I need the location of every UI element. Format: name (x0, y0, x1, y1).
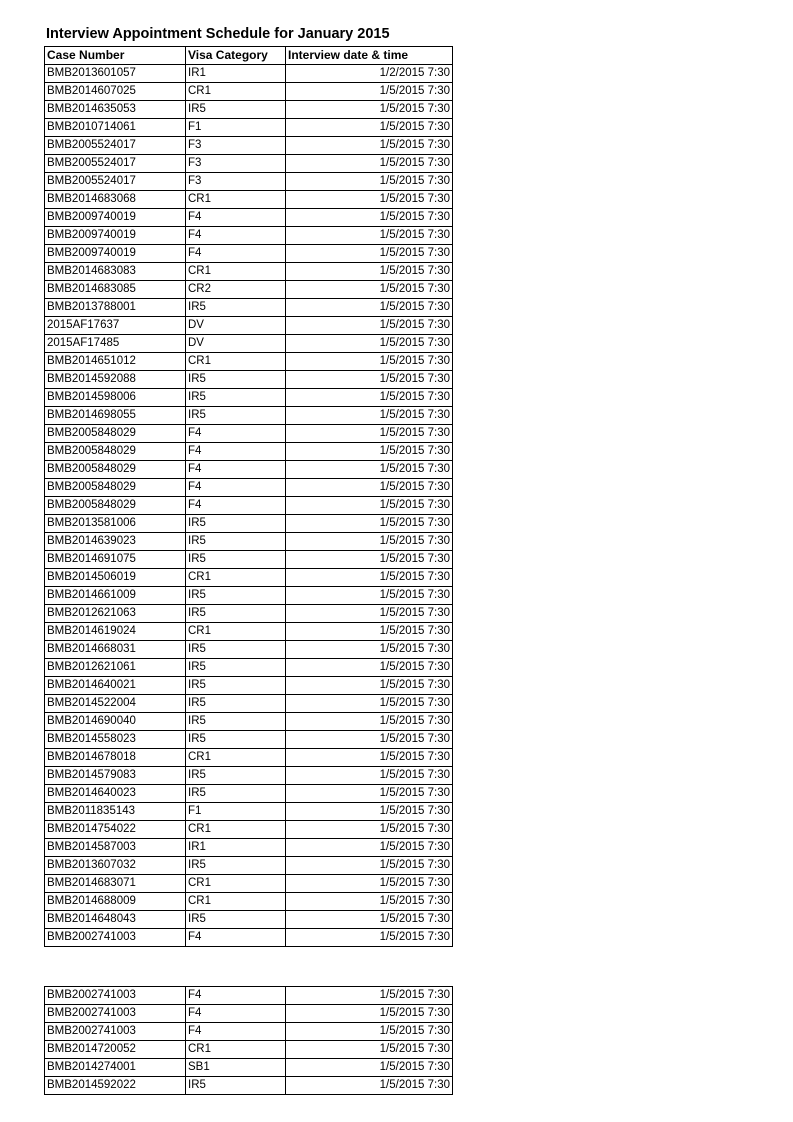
interview-datetime-cell: 1/5/2015 7:30 (286, 173, 453, 191)
table-row (45, 623, 453, 641)
interview-datetime-cell: 1/5/2015 7:30 (286, 137, 453, 155)
visa-category-cell: DV (186, 335, 286, 353)
case-number-cell: BMB2011835143 (45, 803, 186, 821)
table-row (45, 911, 453, 929)
interview-datetime-cell: 1/5/2015 7:30 (286, 353, 453, 371)
case-number-cell: BMB2002741003 (45, 929, 186, 947)
interview-datetime-cell: 1/5/2015 7:30 (286, 749, 453, 767)
visa-category-cell: IR1 (186, 839, 286, 857)
table-row (45, 785, 453, 803)
case-number-cell: BMB2014579083 (45, 767, 186, 785)
interview-datetime-cell: 1/5/2015 7:30 (286, 641, 453, 659)
interview-datetime-cell: 1/5/2015 7:30 (286, 987, 453, 1005)
table-row (45, 839, 453, 857)
interview-datetime-cell: 1/5/2015 7:30 (286, 1059, 453, 1077)
table-row (45, 987, 453, 1005)
case-number-cell: BMB2009740019 (45, 209, 186, 227)
visa-category-cell: IR5 (186, 731, 286, 749)
interview-datetime-cell: 1/5/2015 7:30 (286, 587, 453, 605)
visa-category-cell: F4 (186, 461, 286, 479)
case-number-cell: BMB2002741003 (45, 1023, 186, 1041)
case-number-cell: BMB2005524017 (45, 155, 186, 173)
visa-category-cell: SB1 (186, 1059, 286, 1077)
visa-category-cell: IR5 (186, 659, 286, 677)
case-number-cell: BMB2005848029 (45, 461, 186, 479)
visa-category-cell: CR1 (186, 569, 286, 587)
interview-datetime-cell: 1/5/2015 7:30 (286, 713, 453, 731)
interview-datetime-cell: 1/5/2015 7:30 (286, 281, 453, 299)
visa-category-cell: IR5 (186, 101, 286, 119)
case-number-cell: BMB2005524017 (45, 173, 186, 191)
page-title: Interview Appointment Schedule for January 2015 (46, 26, 390, 42)
case-number-cell: BMB2005848029 (45, 425, 186, 443)
visa-category-cell: F4 (186, 209, 286, 227)
case-number-cell: BMB2014683071 (45, 875, 186, 893)
visa-category-cell: IR5 (186, 911, 286, 929)
case-number-cell: BMB2014607025 (45, 83, 186, 101)
case-number-cell: BMB2013581006 (45, 515, 186, 533)
interview-datetime-cell: 1/5/2015 7:30 (286, 929, 453, 947)
interview-datetime-cell: 1/5/2015 7:30 (286, 533, 453, 551)
interview-datetime-cell: 1/5/2015 7:30 (286, 317, 453, 335)
visa-category-cell: F4 (186, 1023, 286, 1041)
interview-datetime-cell: 1/5/2015 7:30 (286, 1041, 453, 1059)
interview-datetime-cell: 1/5/2015 7:30 (286, 821, 453, 839)
case-number-cell: BMB2014592088 (45, 371, 186, 389)
interview-datetime-cell: 1/5/2015 7:30 (286, 659, 453, 677)
interview-datetime-cell: 1/5/2015 7:30 (286, 875, 453, 893)
header-interview-datetime: Interview date & time (286, 47, 453, 65)
interview-datetime-cell: 1/5/2015 7:30 (286, 389, 453, 407)
interview-datetime-cell: 1/5/2015 7:30 (286, 785, 453, 803)
table-row (45, 569, 453, 587)
case-number-cell: BMB2014683068 (45, 191, 186, 209)
case-number-cell: BMB2014506019 (45, 569, 186, 587)
table-row (45, 389, 453, 407)
interview-datetime-cell: 1/5/2015 7:30 (286, 119, 453, 137)
case-number-cell: 2015AF17637 (45, 317, 186, 335)
table-row (45, 299, 453, 317)
visa-category-cell: CR1 (186, 1041, 286, 1059)
table-row (45, 245, 453, 263)
interview-datetime-cell: 1/2/2015 7:30 (286, 65, 453, 83)
case-number-cell: BMB2014274001 (45, 1059, 186, 1077)
table-row (45, 425, 453, 443)
interview-datetime-cell: 1/5/2015 7:30 (286, 443, 453, 461)
case-number-cell: BMB2014558023 (45, 731, 186, 749)
table-row (45, 119, 453, 137)
case-number-cell: BMB2013601057 (45, 65, 186, 83)
case-number-cell: BMB2014661009 (45, 587, 186, 605)
case-number-cell: BMB2014688009 (45, 893, 186, 911)
table-row (45, 371, 453, 389)
case-number-cell: BMB2014587003 (45, 839, 186, 857)
interview-datetime-cell: 1/5/2015 7:30 (286, 335, 453, 353)
case-number-cell: BMB2005848029 (45, 443, 186, 461)
interview-datetime-cell: 1/5/2015 7:30 (286, 191, 453, 209)
visa-category-cell: IR5 (186, 533, 286, 551)
visa-category-cell: F4 (186, 479, 286, 497)
table-row (45, 155, 453, 173)
visa-category-cell: DV (186, 317, 286, 335)
case-number-cell: BMB2002741003 (45, 1005, 186, 1023)
case-number-cell: BMB2009740019 (45, 227, 186, 245)
table-row (45, 263, 453, 281)
case-number-cell: BMB2012621061 (45, 659, 186, 677)
interview-datetime-cell: 1/5/2015 7:30 (286, 569, 453, 587)
table-row (45, 353, 453, 371)
table-row (45, 893, 453, 911)
visa-category-cell: F3 (186, 155, 286, 173)
table-row (45, 407, 453, 425)
visa-category-cell: F4 (186, 987, 286, 1005)
case-number-cell: BMB2014635053 (45, 101, 186, 119)
visa-category-cell: IR5 (186, 299, 286, 317)
visa-category-cell: IR5 (186, 785, 286, 803)
visa-category-cell: F4 (186, 245, 286, 263)
case-number-cell: BMB2013788001 (45, 299, 186, 317)
case-number-cell: BMB2013607032 (45, 857, 186, 875)
case-number-cell: BMB2005848029 (45, 497, 186, 515)
visa-category-cell: CR1 (186, 875, 286, 893)
visa-category-cell: IR5 (186, 767, 286, 785)
table-row (45, 317, 453, 335)
table-row (45, 731, 453, 749)
visa-category-cell: F1 (186, 803, 286, 821)
case-number-cell: BMB2014522004 (45, 695, 186, 713)
schedule-table (44, 46, 453, 947)
table-row (45, 929, 453, 947)
case-number-cell: BMB2014691075 (45, 551, 186, 569)
interview-datetime-cell: 1/5/2015 7:30 (286, 893, 453, 911)
table-row (45, 803, 453, 821)
table-row (45, 695, 453, 713)
interview-datetime-cell: 1/5/2015 7:30 (286, 677, 453, 695)
header-case-number: Case Number (45, 47, 186, 65)
table-row (45, 1005, 453, 1023)
table-row (45, 533, 453, 551)
table-row (45, 875, 453, 893)
table-row (45, 677, 453, 695)
table-row (45, 281, 453, 299)
case-number-cell: BMB2012621063 (45, 605, 186, 623)
interview-datetime-cell: 1/5/2015 7:30 (286, 911, 453, 929)
visa-category-cell: IR5 (186, 1077, 286, 1095)
table-row (45, 587, 453, 605)
interview-datetime-cell: 1/5/2015 7:30 (286, 1023, 453, 1041)
case-number-cell: BMB2005848029 (45, 479, 186, 497)
visa-category-cell: F4 (186, 227, 286, 245)
case-number-cell: BMB2014720052 (45, 1041, 186, 1059)
case-number-cell: BMB2014639023 (45, 533, 186, 551)
visa-category-cell: F4 (186, 929, 286, 947)
schedule-table-continued-body (45, 987, 453, 1095)
table-row (45, 461, 453, 479)
table-row (45, 605, 453, 623)
interview-datetime-cell: 1/5/2015 7:30 (286, 731, 453, 749)
table-row (45, 479, 453, 497)
table-row (45, 551, 453, 569)
case-number-cell: BMB2014640023 (45, 785, 186, 803)
visa-category-cell: CR1 (186, 893, 286, 911)
interview-datetime-cell: 1/5/2015 7:30 (286, 623, 453, 641)
visa-category-cell: F3 (186, 173, 286, 191)
table-row (45, 209, 453, 227)
visa-category-cell: IR5 (186, 407, 286, 425)
case-number-cell: BMB2005524017 (45, 137, 186, 155)
visa-category-cell: F1 (186, 119, 286, 137)
table-row (45, 191, 453, 209)
interview-datetime-cell: 1/5/2015 7:30 (286, 515, 453, 533)
header-row (45, 47, 453, 65)
visa-category-cell: IR5 (186, 713, 286, 731)
case-number-cell: BMB2014698055 (45, 407, 186, 425)
interview-datetime-cell: 1/5/2015 7:30 (286, 605, 453, 623)
visa-category-cell: IR1 (186, 65, 286, 83)
visa-category-cell: IR5 (186, 587, 286, 605)
case-number-cell: 2015AF17485 (45, 335, 186, 353)
case-number-cell: BMB2002741003 (45, 987, 186, 1005)
case-number-cell: BMB2014651012 (45, 353, 186, 371)
interview-datetime-cell: 1/5/2015 7:30 (286, 803, 453, 821)
visa-category-cell: CR1 (186, 191, 286, 209)
table-row (45, 137, 453, 155)
interview-datetime-cell: 1/5/2015 7:30 (286, 209, 453, 227)
visa-category-cell: CR1 (186, 263, 286, 281)
table-row (45, 101, 453, 119)
interview-datetime-cell: 1/5/2015 7:30 (286, 101, 453, 119)
visa-category-cell: CR1 (186, 83, 286, 101)
schedule-table-body (45, 65, 453, 947)
interview-datetime-cell: 1/5/2015 7:30 (286, 407, 453, 425)
case-number-cell: BMB2010714061 (45, 119, 186, 137)
case-number-cell: BMB2014683085 (45, 281, 186, 299)
case-number-cell: BMB2014592022 (45, 1077, 186, 1095)
interview-datetime-cell: 1/5/2015 7:30 (286, 497, 453, 515)
table-row (45, 1041, 453, 1059)
interview-datetime-cell: 1/5/2015 7:30 (286, 767, 453, 785)
interview-datetime-cell: 1/5/2015 7:30 (286, 1005, 453, 1023)
visa-category-cell: IR5 (186, 695, 286, 713)
header-visa-category: Visa Category (186, 47, 286, 65)
interview-datetime-cell: 1/5/2015 7:30 (286, 245, 453, 263)
case-number-cell: BMB2014690040 (45, 713, 186, 731)
case-number-cell: BMB2014683083 (45, 263, 186, 281)
interview-datetime-cell: 1/5/2015 7:30 (286, 299, 453, 317)
interview-datetime-cell: 1/5/2015 7:30 (286, 227, 453, 245)
interview-datetime-cell: 1/5/2015 7:30 (286, 425, 453, 443)
visa-category-cell: CR2 (186, 281, 286, 299)
table-row (45, 335, 453, 353)
visa-category-cell: IR5 (186, 551, 286, 569)
case-number-cell: BMB2014668031 (45, 641, 186, 659)
table-row (45, 443, 453, 461)
table-row (45, 1023, 453, 1041)
interview-datetime-cell: 1/5/2015 7:30 (286, 479, 453, 497)
visa-category-cell: F4 (186, 497, 286, 515)
case-number-cell: BMB2009740019 (45, 245, 186, 263)
interview-datetime-cell: 1/5/2015 7:30 (286, 461, 453, 479)
visa-category-cell: CR1 (186, 821, 286, 839)
table-row (45, 659, 453, 677)
visa-category-cell: F4 (186, 425, 286, 443)
case-number-cell: BMB2014640021 (45, 677, 186, 695)
visa-category-cell: CR1 (186, 749, 286, 767)
table-row (45, 65, 453, 83)
table-row (45, 227, 453, 245)
case-number-cell: BMB2014598006 (45, 389, 186, 407)
table-row (45, 1077, 453, 1095)
table-row (45, 767, 453, 785)
interview-datetime-cell: 1/5/2015 7:30 (286, 839, 453, 857)
visa-category-cell: IR5 (186, 677, 286, 695)
interview-datetime-cell: 1/5/2015 7:30 (286, 551, 453, 569)
visa-category-cell: CR1 (186, 353, 286, 371)
table-row (45, 821, 453, 839)
visa-category-cell: IR5 (186, 371, 286, 389)
interview-datetime-cell: 1/5/2015 7:30 (286, 857, 453, 875)
table-row (45, 83, 453, 101)
table-row (45, 1059, 453, 1077)
table-row (45, 713, 453, 731)
schedule-table-continued (44, 986, 453, 1095)
table-row (45, 497, 453, 515)
table-row (45, 857, 453, 875)
table-row (45, 515, 453, 533)
visa-category-cell: F4 (186, 443, 286, 461)
visa-category-cell: CR1 (186, 623, 286, 641)
interview-datetime-cell: 1/5/2015 7:30 (286, 263, 453, 281)
case-number-cell: BMB2014619024 (45, 623, 186, 641)
visa-category-cell: F4 (186, 1005, 286, 1023)
interview-datetime-cell: 1/5/2015 7:30 (286, 695, 453, 713)
visa-category-cell: IR5 (186, 857, 286, 875)
interview-datetime-cell: 1/5/2015 7:30 (286, 155, 453, 173)
visa-category-cell: IR5 (186, 389, 286, 407)
interview-datetime-cell: 1/5/2015 7:30 (286, 371, 453, 389)
table-row (45, 173, 453, 191)
visa-category-cell: IR5 (186, 515, 286, 533)
case-number-cell: BMB2014678018 (45, 749, 186, 767)
visa-category-cell: F3 (186, 137, 286, 155)
case-number-cell: BMB2014754022 (45, 821, 186, 839)
interview-datetime-cell: 1/5/2015 7:30 (286, 83, 453, 101)
interview-datetime-cell: 1/5/2015 7:30 (286, 1077, 453, 1095)
visa-category-cell: IR5 (186, 605, 286, 623)
table-row (45, 749, 453, 767)
case-number-cell: BMB2014648043 (45, 911, 186, 929)
table-row (45, 641, 453, 659)
visa-category-cell: IR5 (186, 641, 286, 659)
